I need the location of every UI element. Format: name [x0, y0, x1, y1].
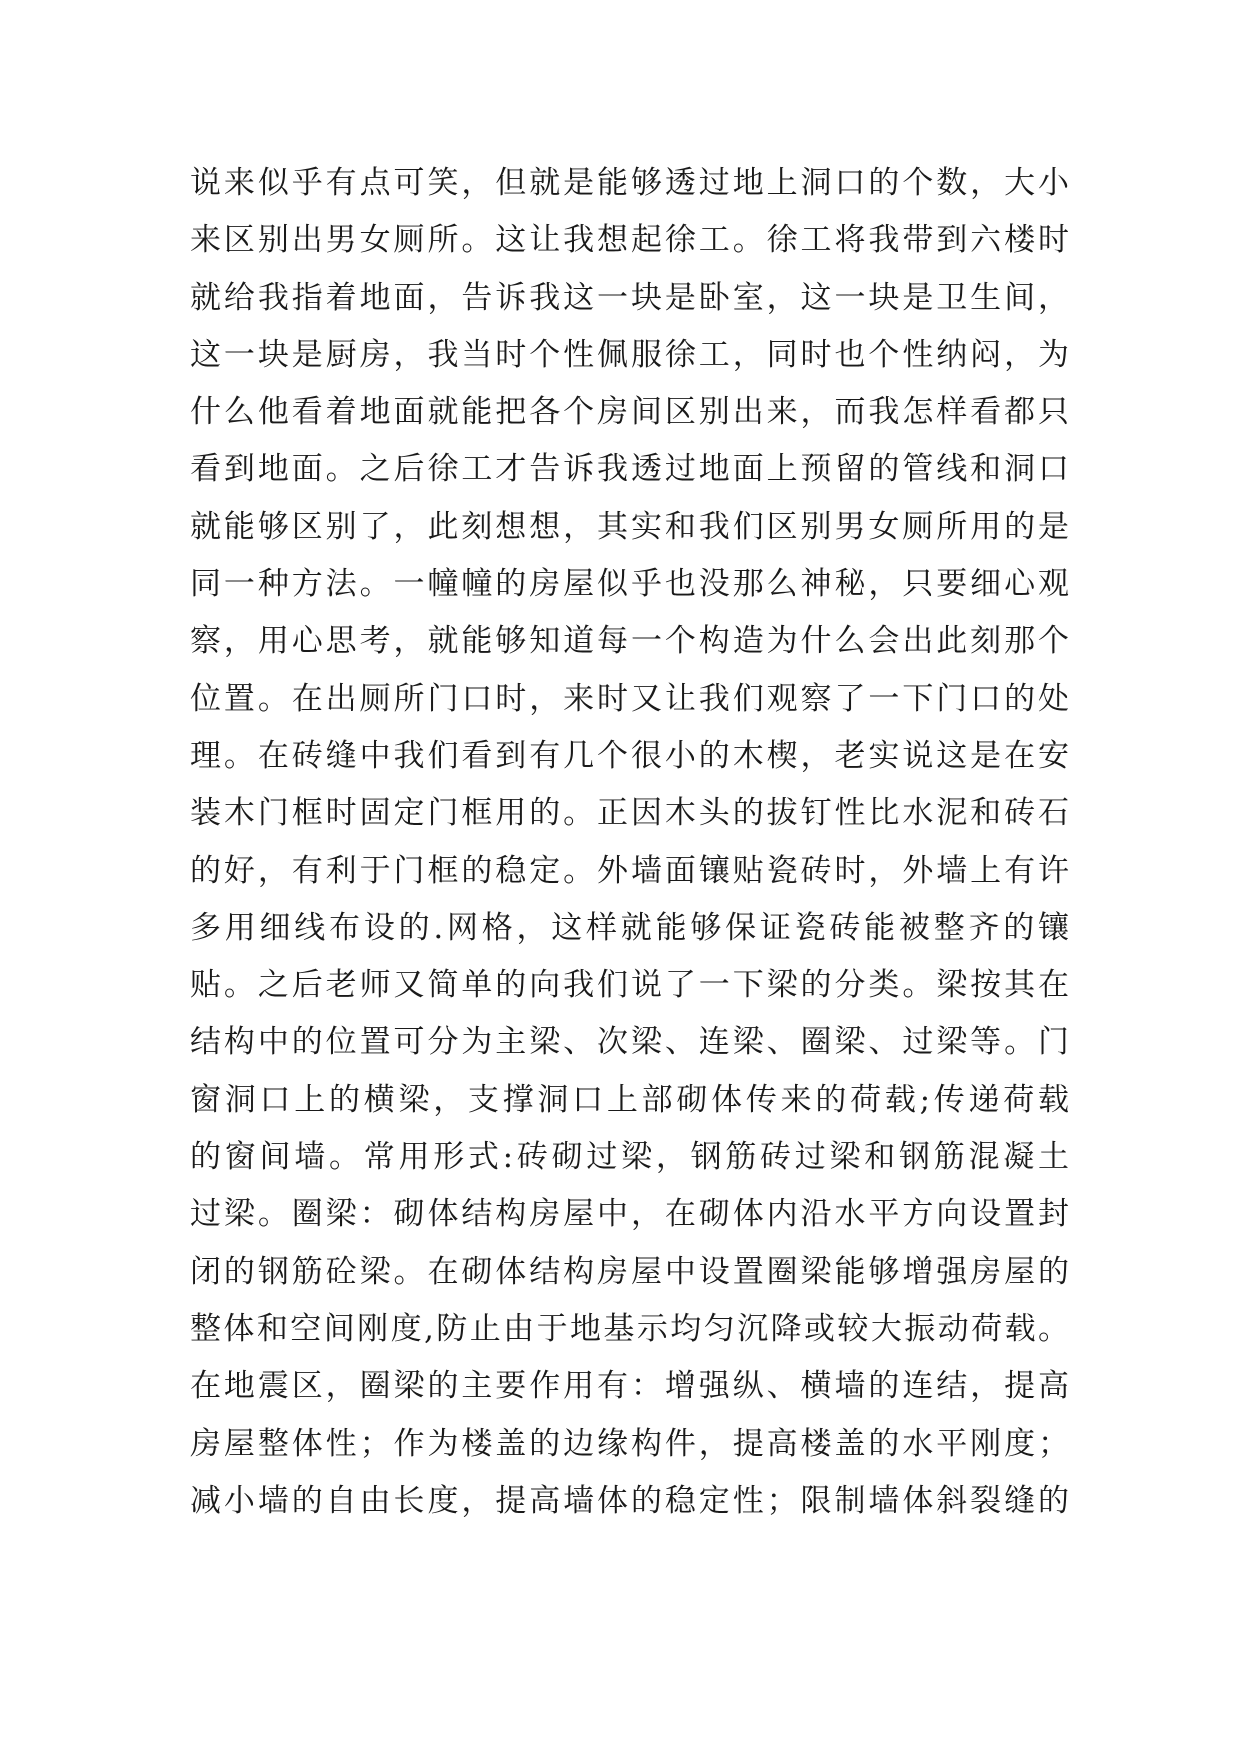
text-line-16: 结构中的位置可分为主梁、次梁、连梁、圈梁、过梁等。门: [190, 1024, 1070, 1061]
text-line-14: 多用细线布设的.网格，这样就能够保证瓷砖能被整齐的镶: [190, 909, 1070, 946]
text-line-8: 同一种方法。一幢幢的房屋似乎也没那么神秘，只要细心观: [190, 566, 1070, 603]
text-line-1: 说来似乎有点可笑，但就是能够透过地上洞口的个数，大小: [190, 165, 1070, 201]
text-line-11: 理。在砖缝中我们看到有几个很小的木楔，老实说这是在安: [190, 737, 1070, 774]
text-line-3: 就给我指着地面，告诉我这一块是卧室，这一块是卫生间，: [190, 279, 1070, 316]
text-line-24: 减小墙的自由长度，提高墙体的稳定性；限制墙体斜裂缝的: [190, 1482, 1070, 1519]
text-line-2: 来区别出男女厕所。这让我想起徐工。徐工将我带到六楼时: [190, 222, 1070, 259]
text-line-4: 这一块是厨房，我当时个性佩服徐工，同时也个性纳闷，为: [190, 336, 1070, 373]
text-line-22: 在地震区，圈梁的主要作用有：增强纵、横墙的连结，提高: [190, 1368, 1070, 1405]
text-line-7: 就能够区别了，此刻想想，其实和我们区别男女厕所用的是: [190, 508, 1070, 545]
text-line-17: 窗洞口上的横梁，支撑洞口上部砌体传来的荷载;传递荷载: [190, 1081, 1070, 1118]
text-line-20: 闭的钢筋砼梁。在砌体结构房屋中设置圈梁能够增强房屋的: [190, 1253, 1070, 1290]
text-line-10: 位置。在出厕所门口时，来时又让我们观察了一下门口的处: [190, 680, 1070, 717]
text-line-23: 房屋整体性；作为楼盖的边缘构件，提高楼盖的水平刚度；: [190, 1425, 1070, 1462]
text-line-9: 察，用心思考，就能够知道每一个构造为什么会出此刻那个: [190, 623, 1070, 660]
body-paragraph: [190, 155, 1070, 1530]
text-line-5: 什么他看着地面就能把各个房间区别出来，而我怎样看都只: [190, 394, 1070, 431]
text-line-19: 过梁。圈梁：砌体结构房屋中，在砌体内沿水平方向设置封: [190, 1196, 1070, 1233]
text-line-6: 看到地面。之后徐工才告诉我透过地面上预留的管线和洞口: [190, 451, 1070, 488]
text-line-15: 贴。之后老师又简单的向我们说了一下梁的分类。梁按其在: [190, 967, 1070, 1004]
text-line-12: 装木门框时固定门框用的。正因木头的拔钉性比水泥和砖石: [190, 795, 1070, 832]
text-line-21: 整体和空间刚度,防止由于地基示均匀沉降或较大振动荷载。: [190, 1310, 1070, 1347]
text-line-13: 的好，有利于门框的稳定。外墙面镶贴瓷砖时，外墙上有许: [190, 852, 1070, 889]
text-line-18: 的窗间墙。常用形式:砖砌过梁，钢筋砖过梁和钢筋混凝土: [190, 1139, 1070, 1176]
